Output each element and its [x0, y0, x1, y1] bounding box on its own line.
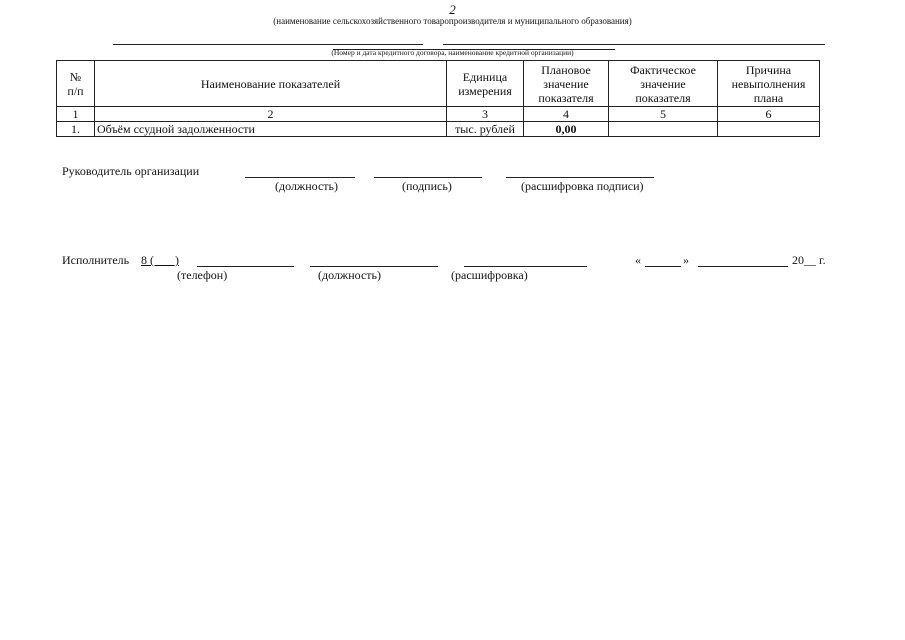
column-number: 6 — [718, 107, 820, 122]
row-unit: тыс. рублей — [447, 122, 524, 137]
head-label: Руководитель организации — [62, 164, 200, 178]
date-close-quote: » — [683, 253, 689, 267]
executor-position-caption: (должность) — [318, 268, 381, 282]
executor-phone-line — [197, 266, 294, 267]
row-reason — [718, 122, 820, 137]
contract-line-left — [113, 44, 423, 45]
executor-decode-line — [464, 266, 587, 267]
date-month-line — [698, 266, 788, 267]
head-signature-line — [374, 177, 482, 178]
indicators-table — [56, 60, 820, 137]
row-number: 1. — [57, 122, 95, 137]
head-signature-caption: (подпись) — [402, 179, 452, 193]
column-number: 2 — [95, 107, 447, 122]
executor-phone-prefix: 8 ( ) — [141, 253, 179, 267]
executor-phone-caption: (телефон) — [177, 268, 228, 282]
date-day-line — [645, 266, 681, 267]
header-cell-planned: Плановое значение показателя — [524, 61, 609, 107]
column-number: 3 — [447, 107, 524, 122]
page-number: 2 — [449, 2, 456, 17]
contract-line-right — [443, 44, 825, 45]
executor-decode-caption: (расшифровка) — [451, 268, 528, 282]
head-decode-line — [506, 177, 654, 178]
table-row — [57, 122, 820, 137]
date-open-quote: « — [635, 253, 641, 267]
executor-position-line — [310, 266, 438, 267]
header-cell-actual: Фактическое значение показателя — [609, 61, 718, 107]
row-planned-value: 0,00 — [524, 122, 609, 137]
date-year: 20__ г. — [792, 253, 826, 267]
producer-caption: (наименование сельскохозяйственного товаропроизводителя и муниципального образования) — [273, 16, 632, 26]
column-number: 4 — [524, 107, 609, 122]
row-actual-value — [609, 122, 718, 137]
column-number: 5 — [609, 107, 718, 122]
header-cell-reason: Причина невыполнения плана — [718, 61, 820, 107]
contract-caption: (Номер и дата кредитного договора, наименование кредитной организации) — [331, 48, 574, 57]
header-cell-unit: Единица измерения — [447, 61, 524, 107]
header-cell-number: № п/п — [57, 61, 95, 107]
header-cell-indicator: Наименование показателей — [95, 61, 447, 107]
table-header-row — [57, 61, 820, 107]
head-position-line — [245, 177, 355, 178]
head-position-caption: (должность) — [275, 179, 338, 193]
head-decode-caption: (расшифровка подписи) — [521, 179, 644, 193]
table-column-numbers-row — [57, 107, 820, 122]
row-indicator: Объём ссудной задолженности — [95, 122, 447, 137]
executor-label: Исполнитель — [62, 253, 130, 267]
column-number: 1 — [57, 107, 95, 122]
